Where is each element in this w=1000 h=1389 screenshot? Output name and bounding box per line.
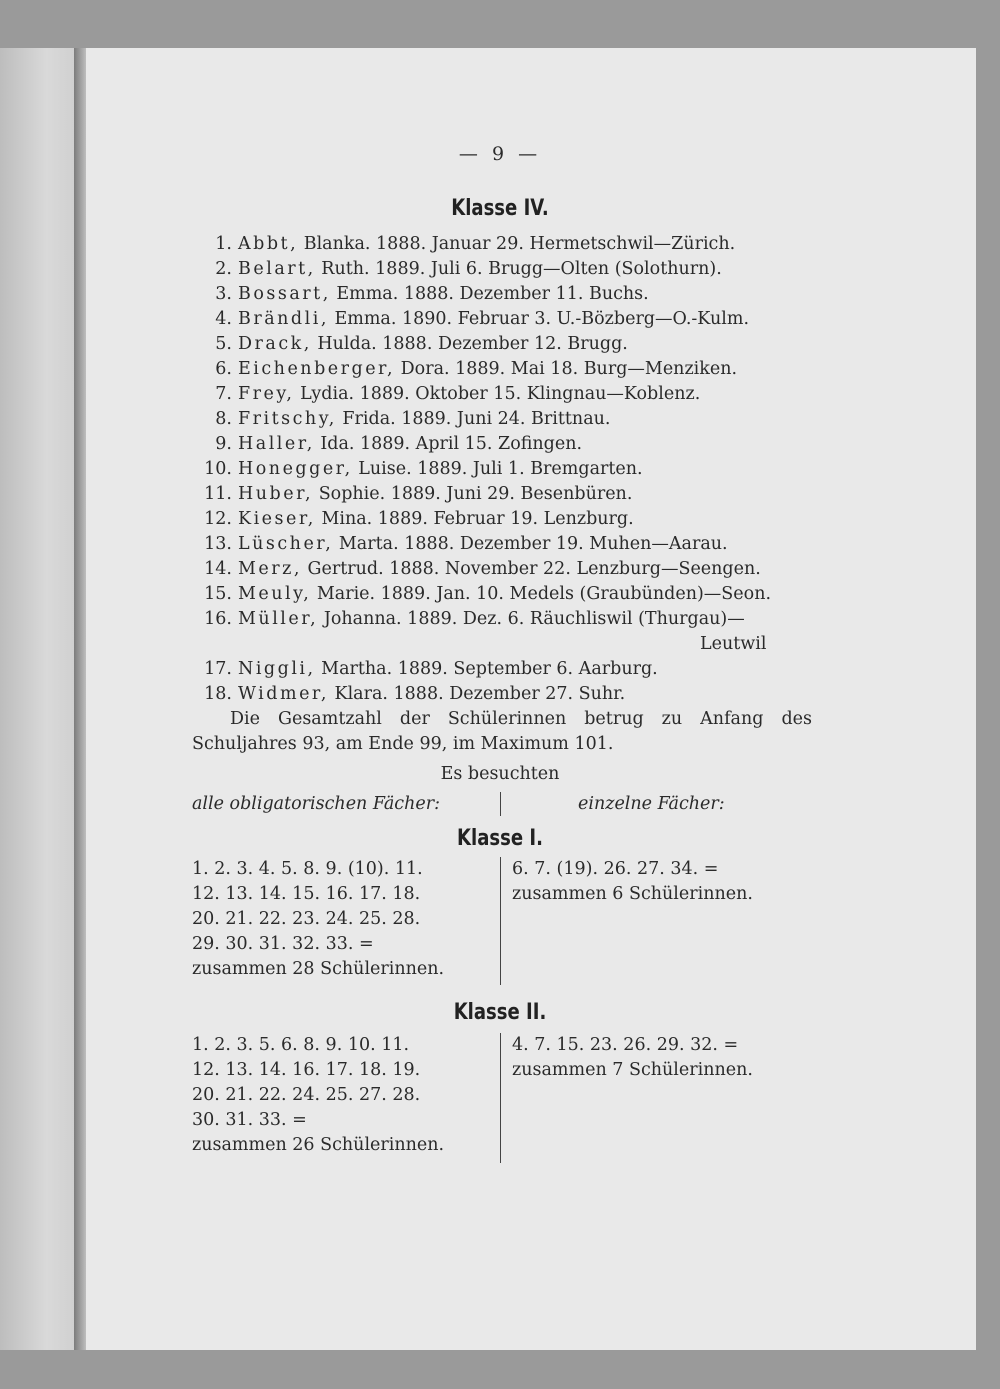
column-heading-obligatory: alle obligatorischen Fächer: xyxy=(192,794,440,814)
heading-klasse-iv: Klasse IV. xyxy=(451,196,549,221)
klasse-i-obligatory-list: 1. 2. 3. 4. 5. 8. 9. (10). 11. 12. 13. 14. 15. 16. 17. 18. 20. 21. 22. 23. 24. 25. 28. 29. 30. 31. 32. 33. = zusammen 28 Schülerinnen. xyxy=(192,859,445,979)
column-divider xyxy=(500,1033,501,1163)
klasse-i-single-list: 6. 7. (19). 26. 27. 34. = zusammen 6 Schülerinnen. xyxy=(512,859,753,904)
previous-page-edge xyxy=(0,48,78,1350)
continuation-text: Leutwil xyxy=(700,634,767,654)
column-divider xyxy=(500,792,501,816)
klasse-ii-obligatory-list: 1. 2. 3. 5. 6. 8. 9. 10. 11. 12. 13. 14. 16. 17. 18. 19. 20. 21. 22. 24. 25. 27. 28. 30. 31. 33. = zusammen 26 Schülerinnen. xyxy=(192,1035,445,1155)
heading-klasse-i: Klasse I. xyxy=(457,826,543,851)
column-heading-single: einzelne Fächer: xyxy=(578,794,725,814)
column-divider xyxy=(500,857,501,985)
klasse-ii-single-list: 4. 7. 15. 23. 26. 29. 32. = zusammen 7 Schülerinnen. xyxy=(512,1035,753,1080)
heading-klasse-ii: Klasse II. xyxy=(453,1000,547,1025)
summary-paragraph: Die Gesamtzahl der Schülerinnen betrug zu Anfang des Schuljahres 93, am Ende 99, im Maximum 101. xyxy=(192,709,812,754)
page-number: — 9 — xyxy=(458,143,542,165)
attended-label: Es besuchten xyxy=(440,764,560,784)
